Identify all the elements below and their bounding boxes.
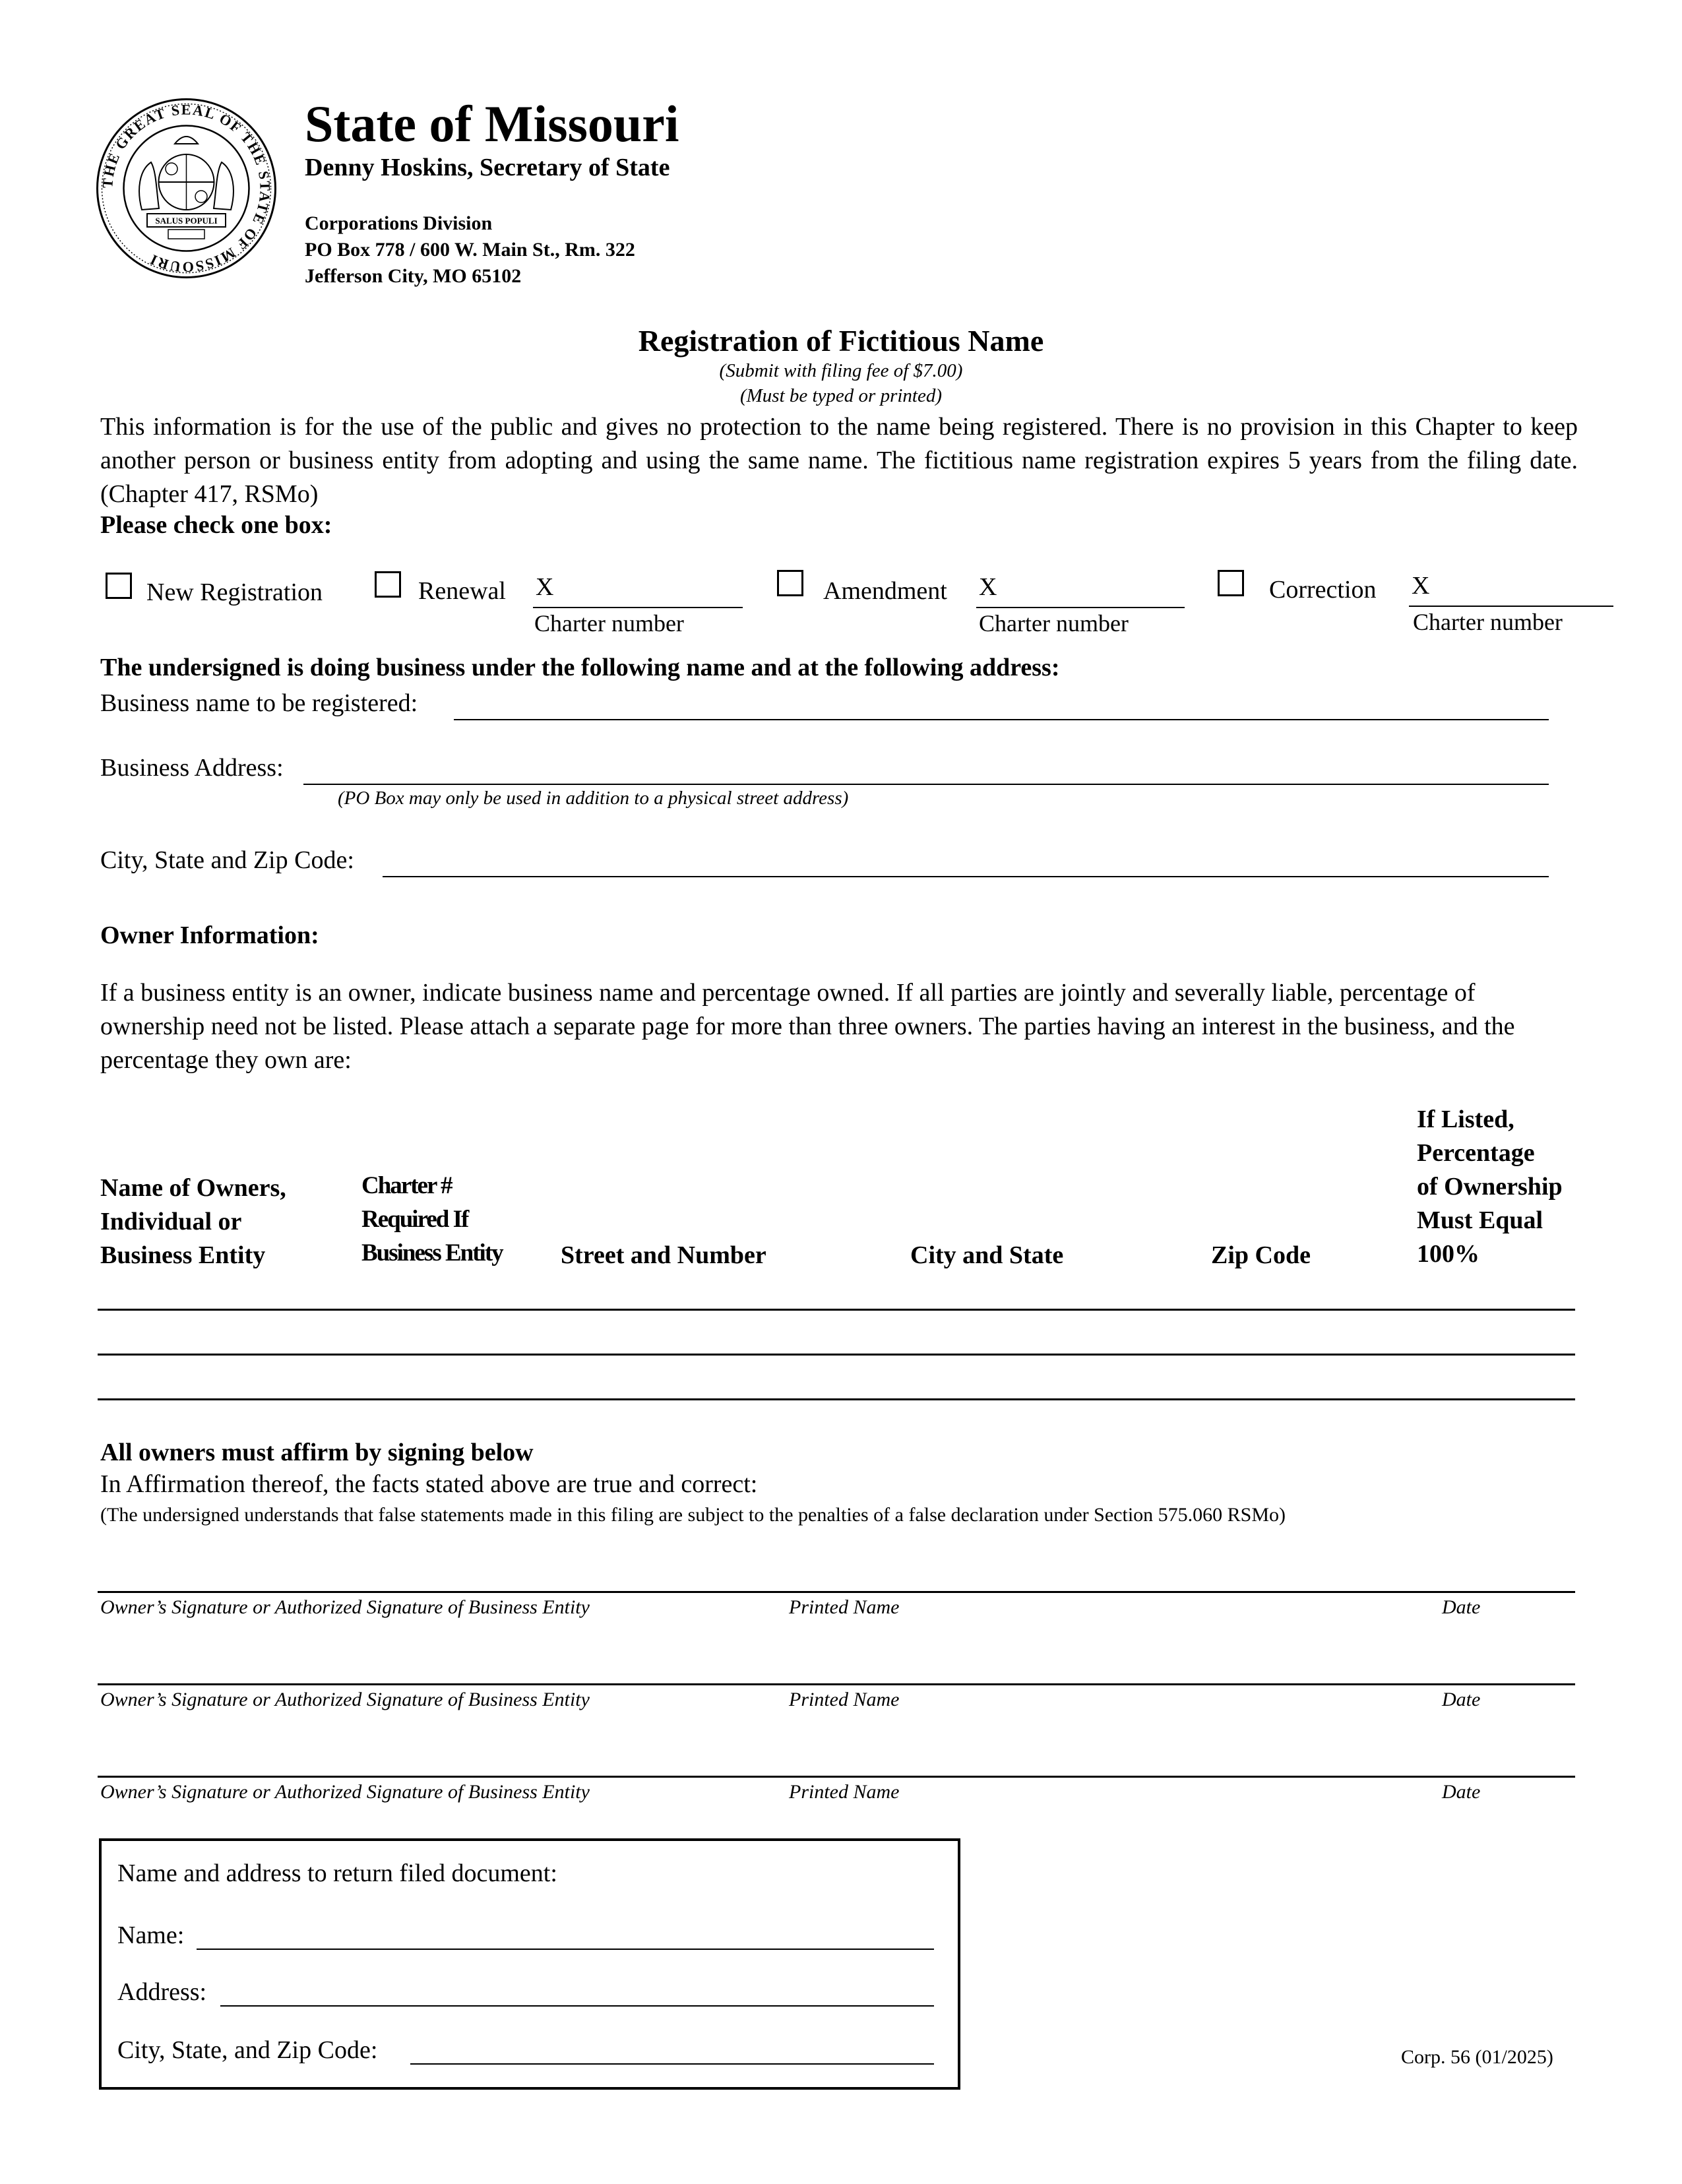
renewal-checkbox[interactable] xyxy=(375,571,401,598)
seal-motto: SALUS POPULI xyxy=(155,216,218,226)
date-label-1: Date xyxy=(1442,1596,1481,1618)
renewal-charter-x: X xyxy=(536,573,554,601)
correction-charter-label: Charter number xyxy=(1413,609,1563,635)
division-name: Corporations Division xyxy=(305,212,493,234)
form-title: Registration of Fictitious Name xyxy=(638,324,1044,358)
signature-label-3: Owner’s Signature or Authorized Signature of Business Entity xyxy=(100,1781,590,1803)
fee-note: (Submit with filing fee of $7.00) xyxy=(719,360,963,381)
correction-checkbox[interactable] xyxy=(1218,570,1244,596)
correction-charter-x: X xyxy=(1412,572,1430,600)
return-city-field[interactable] xyxy=(410,2063,934,2065)
division-address-line2: Jefferson City, MO 65102 xyxy=(305,265,522,287)
typed-note: (Must be typed or printed) xyxy=(739,385,943,406)
return-name-field[interactable] xyxy=(197,1949,934,1950)
owner-row-2[interactable] xyxy=(98,1354,1575,1356)
business-name-label: Business name to be registered: xyxy=(100,689,418,717)
return-name-label: Name: xyxy=(117,1921,185,1949)
affirm-heading: All owners must affirm by signing below xyxy=(100,1439,534,1466)
return-box-heading: Name and address to return filed document: xyxy=(117,1859,557,1887)
owner-paragraph: If a business entity is an owner, indicate business name and percentage owned. If all parties are jointly and severally liable, percentage of ownership need not be listed. Please attach a separate page for more than three owners. The parties having an interest in the business, and the percentage they own are: xyxy=(100,979,1515,1074)
business-name-field[interactable] xyxy=(454,719,1549,720)
printed-name-label-2: Printed Name xyxy=(789,1689,900,1710)
amendment-charter-field[interactable] xyxy=(976,607,1185,608)
signature-label-1: Owner’s Signature or Authorized Signature of Business Entity xyxy=(100,1596,590,1618)
business-address-field[interactable] xyxy=(303,784,1549,785)
check-prompt: Please check one box: xyxy=(100,511,332,539)
affirm-text: In Affirmation thereof, the facts stated above are true and correct: xyxy=(100,1470,758,1498)
intro-paragraph: This information is for the use of the public and gives no protection to the name being registered. There is no provision in this Chapter to keep another person or business entity from adopting and using the same name. The fictitious name registration expires 5 years from the filing date. (Chapter 417, RSMo) xyxy=(100,413,1578,508)
return-city-label: City, State, and Zip Code: xyxy=(117,2036,378,2064)
renewal-charter-label: Charter number xyxy=(534,610,684,637)
correction-charter-field[interactable] xyxy=(1409,606,1613,607)
signature-line-3[interactable] xyxy=(98,1776,1575,1778)
amendment-charter-label: Charter number xyxy=(979,610,1129,637)
new-registration-checkbox[interactable] xyxy=(106,573,132,599)
date-label-3: Date xyxy=(1442,1781,1481,1803)
printed-name-label-1: Printed Name xyxy=(789,1596,900,1618)
return-address-field[interactable] xyxy=(220,2005,934,2007)
owner-col-zip-header: Zip Code xyxy=(1211,1241,1311,1269)
renewal-charter-field[interactable] xyxy=(533,607,743,608)
city-state-zip-field[interactable] xyxy=(383,876,1549,877)
correction-label: Correction xyxy=(1269,576,1377,604)
business-address-label: Business Address: xyxy=(100,754,284,782)
owner-row-3[interactable] xyxy=(98,1398,1575,1400)
city-state-zip-label: City, State and Zip Code: xyxy=(100,846,354,874)
owner-col-percent-header: If Listed, Percentage of Ownership Must Equal 100% xyxy=(1417,1106,1563,1268)
secretary-name: Denny Hoskins, Secretary of State xyxy=(305,154,670,181)
seal-outer-text: THE GREAT SEAL OF THE STATE OF MISSOURI xyxy=(99,101,274,276)
po-box-note: (PO Box may only be used in addition to a physical street address) xyxy=(338,788,849,809)
owner-heading: Owner Information: xyxy=(100,921,319,949)
new-registration-label: New Registration xyxy=(146,578,323,606)
owner-row-1[interactable] xyxy=(98,1309,1575,1311)
affirm-note: (The undersigned understands that false statements made in this filing are subject to the penalties of a false declaration under Section 575.060 RSMo) xyxy=(100,1504,1286,1526)
return-address-label: Address: xyxy=(117,1978,207,2006)
form-number: Corp. 56 (01/2025) xyxy=(1401,2046,1553,2068)
owner-col-city-header: City and State xyxy=(910,1241,1064,1269)
renewal-label: Renewal xyxy=(418,577,506,605)
state-seal-icon xyxy=(96,98,277,279)
amendment-checkbox[interactable] xyxy=(777,570,803,596)
signature-line-1[interactable] xyxy=(98,1591,1575,1593)
agency-title: State of Missouri xyxy=(305,95,679,152)
printed-name-label-3: Printed Name xyxy=(789,1781,900,1803)
date-label-2: Date xyxy=(1442,1689,1481,1710)
division-address-line1: PO Box 778 / 600 W. Main St., Rm. 322 xyxy=(305,239,635,261)
amendment-label: Amendment xyxy=(823,577,947,605)
signature-label-2: Owner’s Signature or Authorized Signature of Business Entity xyxy=(100,1689,590,1710)
business-heading: The undersigned is doing business under the following name and at the following address: xyxy=(100,654,1060,681)
owner-col-name-header: Name of Owners, Individual or Business Entity xyxy=(100,1174,286,1269)
owner-col-street-header: Street and Number xyxy=(561,1241,766,1269)
owner-col-charter-header: Charter # Required If Business Entity xyxy=(361,1172,503,1266)
amendment-charter-x: X xyxy=(979,573,997,601)
signature-line-2[interactable] xyxy=(98,1683,1575,1685)
